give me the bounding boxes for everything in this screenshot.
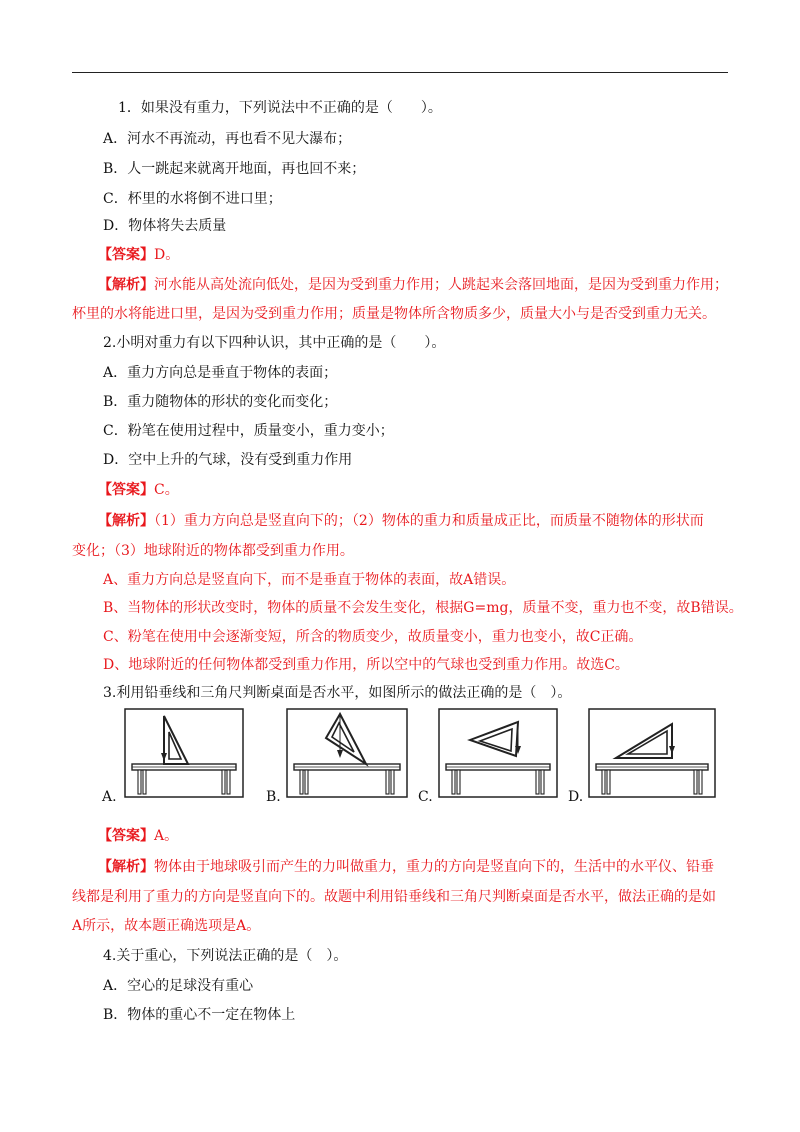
figure-d bbox=[588, 708, 716, 798]
q4-stem: 4.关于重心，下列说法正确的是（ ）。 bbox=[103, 948, 348, 964]
q1-analysis-line-1 bbox=[98, 276, 728, 294]
figure-c-label: C. bbox=[418, 789, 433, 805]
figure-c-illustration bbox=[438, 708, 558, 798]
figure-b bbox=[286, 708, 408, 798]
analysis-tag: 【解析】 bbox=[98, 513, 154, 529]
figure-b-label: B. bbox=[266, 789, 281, 805]
answer-value: A。 bbox=[154, 828, 179, 844]
figure-a bbox=[124, 708, 244, 798]
figure-a-label: A. bbox=[102, 789, 117, 805]
answer-tag: 【答案】 bbox=[98, 828, 154, 844]
header-rule bbox=[72, 72, 728, 73]
q2-note-a: A、重力方向总是竖直向下，而不是垂直于物体的表面，故A错误。 bbox=[103, 572, 516, 588]
q2-option-c: C．粉笔在使用过程中，质量变小，重力变小； bbox=[103, 423, 394, 439]
q1-option-c: C．杯里的水将倒不进口里； bbox=[103, 191, 282, 207]
q1-option-b: B．人一跳起来就离开地面，再也回不来； bbox=[103, 161, 366, 177]
q1-answer bbox=[98, 246, 179, 264]
q3-analysis-line-1 bbox=[98, 858, 714, 876]
analysis-text: （1）重力方向总是竖直向下的；（2）物体的重力和质量成正比，而质量不随物体的形状而 bbox=[154, 513, 704, 529]
q3-figures bbox=[100, 708, 730, 808]
answer-value: C。 bbox=[154, 482, 179, 498]
answer-value: D。 bbox=[154, 247, 180, 263]
q4-option-b: B．物体的重心不一定在物体上 bbox=[103, 1007, 296, 1023]
figure-a-illustration bbox=[124, 708, 244, 798]
answer-tag: 【答案】 bbox=[98, 482, 154, 498]
q3-analysis-line-2: 线都是利用了重力的方向是竖直向下的。故题中利用铅垂线和三角尺判断桌面是否水平，做法正确的是如 bbox=[72, 889, 716, 905]
q2-option-d: D．空中上升的气球，没有受到重力作用 bbox=[103, 452, 353, 468]
figure-d-label: D. bbox=[568, 789, 584, 805]
q3-analysis-line-3: A所示，故本题正确选项是A。 bbox=[72, 918, 261, 934]
q1-option-d: D．物体将失去质量 bbox=[103, 218, 227, 234]
analysis-tag: 【解析】 bbox=[98, 859, 154, 875]
q2-option-a: A．重力方向总是垂直于物体的表面； bbox=[103, 365, 338, 381]
q1-analysis-line-2: 杯里的水将能进口里，是因为受到重力作用；质量是物体所含物质多少，质量大小与是否受到重力无关。 bbox=[72, 306, 716, 322]
analysis-tag: 【解析】 bbox=[98, 277, 154, 293]
q2-note-d: D、地球附近的任何物体都受到重力作用，所以空中的气球也受到重力作用。故选C。 bbox=[103, 657, 629, 673]
q2-option-b: B．重力随物体的形状的变化而变化； bbox=[103, 394, 338, 410]
figure-d-illustration bbox=[588, 708, 716, 798]
q2-answer bbox=[98, 481, 179, 499]
figure-b-illustration bbox=[286, 708, 408, 798]
analysis-text: 物体由于地球吸引而产生的力叫做重力，重力的方向是竖直向下的，生活中的水平仪、铅垂 bbox=[154, 859, 714, 875]
answer-tag: 【答案】 bbox=[98, 247, 154, 263]
q2-note-b: B、当物体的形状改变时，物体的质量不会发生变化，根据G=mg，质量不变，重力也不变，故B错误。 bbox=[103, 600, 743, 616]
q3-stem: 3.利用铅垂线和三角尺判断桌面是否水平，如图所示的做法正确的是（ ）。 bbox=[103, 685, 572, 701]
q2-analysis-line-1 bbox=[98, 512, 704, 530]
figure-c bbox=[438, 708, 558, 798]
q1-option-a: A．河水不再流动，再也看不见大瀑布； bbox=[103, 131, 352, 147]
q4-option-a: A．空心的足球没有重心 bbox=[103, 978, 254, 994]
analysis-text: 河水能从高处流向低处，是因为受到重力作用；人跳起来会落回地面，是因为受到重力作用； bbox=[154, 277, 728, 293]
q1-stem: 1．如果没有重力，下列说法中不正确的是（ ）。 bbox=[118, 100, 442, 116]
q2-stem: 2.小明对重力有以下四种认识，其中正确的是（ ）。 bbox=[103, 335, 446, 351]
q3-answer bbox=[98, 827, 178, 845]
q2-note-c: C、粉笔在使用中会逐渐变短，所含的物质变少，故质量变小，重力也变小，故C正确。 bbox=[103, 629, 643, 645]
q2-analysis-line-2: 变化；（3）地球附近的物体都受到重力作用。 bbox=[72, 543, 354, 559]
